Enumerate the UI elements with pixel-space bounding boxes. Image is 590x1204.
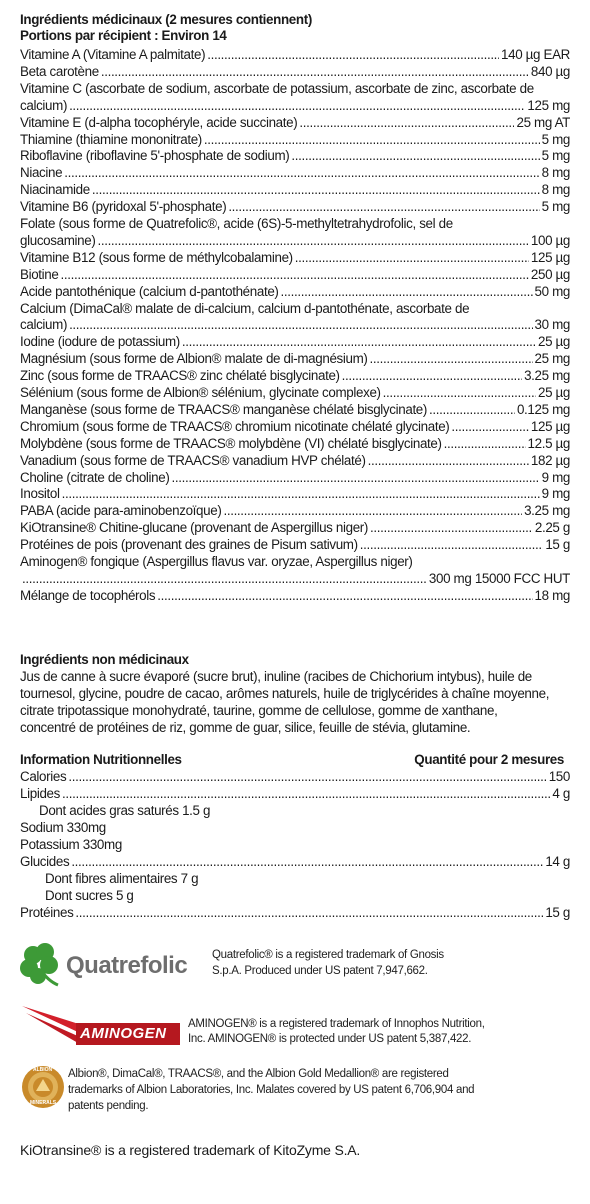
nutrition-sodium: Sodium 330mg: [20, 820, 106, 835]
ingredient-line-wrapped: Folate (sous forme de Quatrefolic®, acide (6S)-5-methyltetrahydrofolic, sel de: [20, 216, 453, 231]
ingredient-name: Vitamine A (Vitamine A palmitate): [20, 47, 206, 62]
nutrition-amount: 4 g: [552, 786, 570, 801]
nutrition-header-left: Information Nutritionnelles: [20, 752, 182, 767]
ingredient-name: Zinc (sous forme de TRAACS® zinc chélaté bisglycinate): [20, 368, 340, 384]
ingredient-name: Beta carotène: [20, 63, 99, 79]
ingredient-amount: 9 mg: [541, 486, 570, 502]
ingredient-amount: 8 mg: [541, 165, 570, 181]
ingredient-amount: 25 mg AT: [516, 114, 570, 130]
aminogen-wordmark: AMINOGEN: [80, 1025, 167, 1042]
ingredient-name: PABA (acide para-aminobenzoïque): [20, 503, 222, 519]
ingredient-amount: 50 mg: [534, 283, 570, 299]
ingredient-name: Vitamine B12 (sous forme de méthylcobalamine): [20, 249, 293, 265]
ingredient-name: Magnésium (sous forme de Albion® malate de di-magnésium): [20, 351, 368, 367]
ingredient-line-wrapped: Vitamine C (ascorbate de sodium, ascorbate de potassium, ascorbate de zinc, ascorbate de: [20, 80, 534, 96]
ingredient-name: Vitamine B6 (pyridoxal 5'-phosphate): [20, 199, 227, 215]
ingredient-name: Protéines de pois (provenant des graines de Pisum sativum): [20, 537, 358, 553]
quatrefolic-trademark-line-2: S.p.A. Produced under US patent 7,947,662.: [212, 965, 428, 977]
ingredient-name: KiOtransine® Chitine-glucane (provenant de Aspergillus niger): [20, 520, 369, 536]
ingredient-amount: 3.25 mg: [524, 503, 570, 519]
ingredient-name: Acide pantothénique (calcium d-pantothénate): [20, 283, 279, 299]
ingredient-name: Mélange de tocophérols: [20, 587, 156, 603]
ingredient-amount: 5 mg: [541, 148, 570, 164]
medicinal-title: Ingrédients médicinaux (2 mesures contiennent): [20, 12, 312, 27]
nutrition-row-calories: [20, 769, 570, 785]
ingredient-name: Manganèse (sous forme de TRAACS® manganèse chélaté bisglycinate): [20, 401, 428, 417]
non-medicinal-line-4: concentré de protéines de riz, gomme de guar, silice, feuille de stévia, glutamine.: [20, 720, 471, 735]
ingredient-amount: 100 µg: [530, 232, 570, 248]
aminogen-trademark-line-1: AMINOGEN® is a registered trademark of Innophos Nutrition,: [188, 1018, 485, 1030]
ingredient-row: [20, 385, 570, 401]
ingredient-amount: 18 mg: [534, 587, 570, 603]
nutrition-sucres: Dont sucres 5 g: [45, 888, 134, 903]
ingredient-amount: 2.25 g: [534, 520, 570, 536]
ingredient-name: Chromium (sous forme de TRAACS® chromium nicotinate chélaté glycinate): [20, 418, 450, 434]
ingredient-amount: 182 µg: [530, 452, 570, 468]
kiotransine-trademark: KiOtransine® is a registered trademark of KitoZyme S.A.: [20, 1142, 361, 1158]
ingredient-row: [20, 115, 570, 131]
ingredient-name: Molybdène (sous forme de TRAACS® molybdène (VI) chélaté bisglycinate): [20, 435, 442, 451]
nutrition-name: Glucides: [20, 854, 70, 869]
ingredient-row: [20, 64, 570, 80]
ingredient-row: [20, 402, 570, 418]
ingredient-amount: 12.5 µg: [527, 435, 570, 451]
ingredient-row: [20, 182, 570, 198]
ingredient-amount: 125 µg: [530, 418, 570, 434]
nutrition-row-glucides: [20, 854, 570, 870]
ingredient-row: [20, 419, 570, 435]
non-medicinal-line-1: Jus de canne à sucre évaporé (sucre brut), inuline (racibes de Chichorium intybus), huile de: [20, 669, 532, 684]
ingredient-name: Niacinamide: [20, 182, 90, 198]
ingredient-row: [20, 470, 570, 486]
quatrefolic-wordmark: Quatrefolic: [66, 952, 188, 979]
ingredient-name: Niacine: [20, 165, 63, 181]
ingredient-row: [20, 148, 570, 164]
albion-trademark-line-1: Albion®, DimaCal®, TRAACS®, and the Albion Gold Medallion® are registered: [68, 1068, 449, 1080]
ingredient-row: [20, 520, 570, 536]
ingredient-row: [20, 267, 570, 283]
non-medicinal-line-3: citrate tripotassique monohydraté, taurine, gomme de cellulose, gomme de xanthane,: [20, 703, 498, 718]
clover-icon: [18, 943, 66, 987]
albion-medallion-bottom-text: MINERALS: [30, 1100, 57, 1106]
albion-medallion-logo: [21, 1065, 65, 1109]
ingredient-row: [20, 284, 570, 300]
aminogen-logo: [20, 1003, 185, 1051]
ingredient-row: [20, 317, 570, 333]
ingredient-amount: 15 g: [545, 537, 570, 553]
nutrition-fibres: Dont fibres alimentaires 7 g: [45, 871, 199, 886]
nutrition-name: Lipides: [20, 786, 60, 801]
ingredient-row: [20, 537, 570, 553]
ingredient-amount: 250 µg: [530, 266, 570, 282]
ingredient-amount: 125 mg: [527, 97, 570, 113]
ingredient-amount: 5 mg: [541, 131, 570, 147]
ingredient-amount: 25 mg: [534, 351, 570, 367]
ingredient-name: Vitamine E (d-alpha tocophéryle, acide succinate): [20, 114, 298, 130]
nutrition-satures: Dont acides gras saturés 1.5 g: [39, 803, 211, 818]
ingredient-row: [20, 98, 570, 114]
ingredient-name: calcium): [20, 317, 68, 333]
albion-trademark-line-2: trademarks of Albion Laboratories, Inc. Malates covered by US patent 6,706,904 and: [68, 1084, 475, 1096]
nutrition-name: Protéines: [20, 905, 74, 920]
ingredient-name: Riboflavine (riboflavine 5'-phosphate de sodium): [20, 148, 290, 164]
ingredient-amount: 9 mg: [541, 469, 570, 485]
ingredient-name: glucosamine): [20, 232, 96, 248]
ingredient-row: [20, 199, 570, 215]
ingredient-line-wrapped: Calcium (DimaCal® malate de di-calcium, calcium d-pantothénate, ascorbate de: [20, 300, 470, 316]
ingredient-amount: 5 mg: [541, 199, 570, 215]
albion-trademark-line-3: patents pending.: [68, 1100, 149, 1112]
nutrition-row-proteines: [20, 905, 570, 921]
aminogen-trademark-line-2: Inc. AMINOGEN® is protected under US patent 5,387,422.: [188, 1033, 472, 1045]
ingredient-name: Inositol: [20, 486, 60, 502]
ingredient-amount: 3.25 mg: [524, 368, 570, 384]
ingredient-row: [20, 486, 570, 502]
ingredient-amount: 0.125 mg: [516, 401, 570, 417]
ingredient-name: Iodine (iodure de potassium): [20, 334, 180, 350]
quatrefolic-trademark-line-1: Quatrefolic® is a registered trademark of Gnosis: [212, 949, 444, 961]
nutrition-amount: 15 g: [545, 905, 570, 920]
non-medicinal-title: Ingrédients non médicinaux: [20, 652, 189, 667]
ingredient-amount: 840 µg: [530, 63, 570, 79]
nutrition-amount: 150: [548, 769, 570, 784]
ingredient-name: Vanadium (sous forme de TRAACS® vanadium HVP chélaté): [20, 452, 366, 468]
nutrition-header-right: Quantité pour 2 mesures: [414, 752, 564, 767]
nutrition-amount: 14 g: [545, 854, 570, 869]
portions-line: Portions par récipient : Environ 14: [20, 28, 227, 43]
ingredient-name: Biotine: [20, 266, 59, 282]
ingredient-row: [20, 351, 570, 367]
ingredient-amount: 25 µg: [537, 334, 570, 350]
ingredient-row: [20, 453, 570, 469]
ingredient-line-wrapped: Aminogen® fongique (Aspergillus flavus var. oryzae, Aspergillus niger): [20, 554, 413, 569]
ingredient-name: Thiamine (thiamine mononitrate): [20, 131, 202, 147]
ingredient-name: Choline (citrate de choline): [20, 469, 170, 485]
ingredient-row: [20, 436, 570, 452]
nutrition-row-lipides: [20, 786, 570, 802]
ingredient-name: Sélénium (sous forme de Albion® sélénium, glycinate complexe): [20, 385, 381, 400]
albion-medallion-top-text: ALBION: [33, 1067, 53, 1073]
ingredient-row: [20, 334, 570, 350]
ingredient-row: [20, 47, 570, 63]
ingredient-row: [20, 165, 570, 181]
ingredient-row: [20, 250, 570, 266]
ingredient-row: [20, 571, 570, 587]
ingredient-amount: 8 mg: [541, 182, 570, 198]
quatrefolic-logo: [18, 943, 208, 987]
nutrition-name: Calories: [20, 769, 67, 784]
ingredient-row: [20, 503, 570, 519]
ingredient-row: [20, 132, 570, 148]
non-medicinal-line-2: tournesol, glycine, poudre de cacao, arômes naturels, huile de triglycérides à chaîne moyenne,: [20, 686, 550, 701]
ingredient-name: calcium): [20, 97, 68, 113]
ingredient-amount: 30 mg: [534, 317, 570, 333]
ingredient-amount: 300 mg 15000 FCC HUT: [428, 570, 570, 586]
ingredient-row: [20, 368, 570, 384]
ingredient-amount: 25 µg: [537, 385, 570, 400]
nutrition-potassium: Potassium 330mg: [20, 837, 122, 852]
ingredient-row: [20, 588, 570, 604]
ingredient-row: [20, 233, 570, 249]
ingredient-amount: 125 µg: [530, 249, 570, 265]
ingredient-amount: 140 µg EAR: [501, 47, 570, 62]
